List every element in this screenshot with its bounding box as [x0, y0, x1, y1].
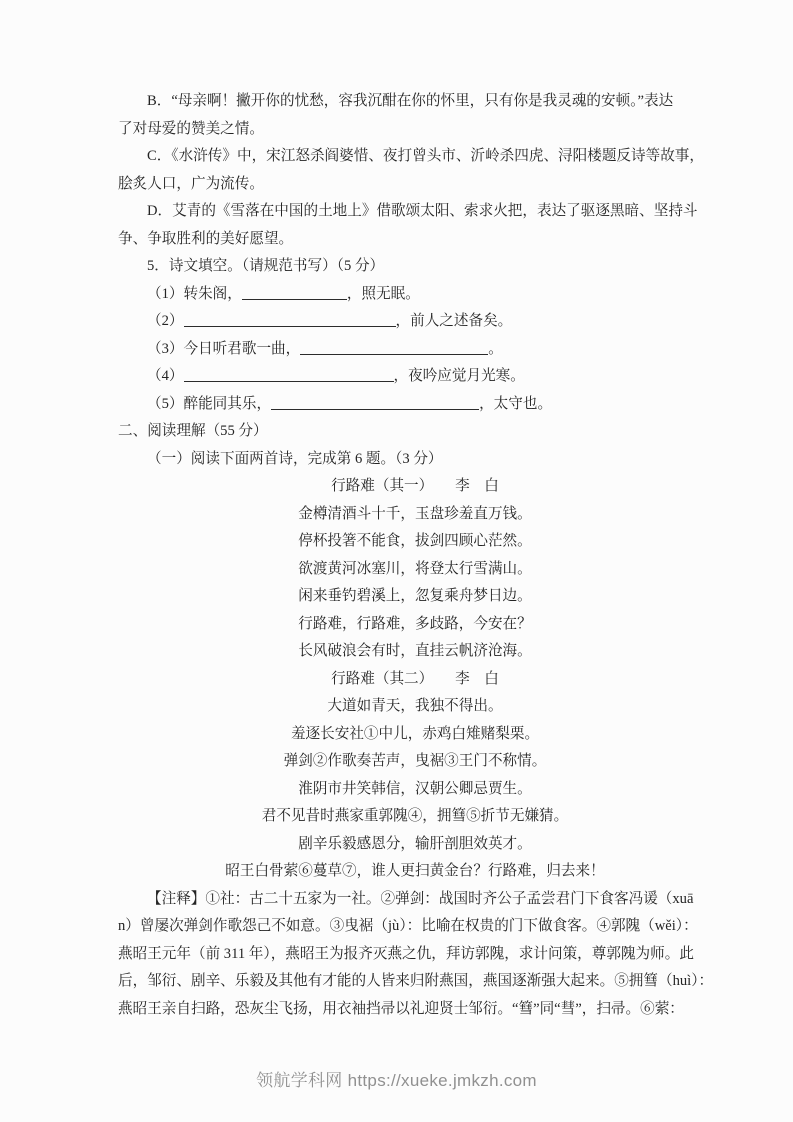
option-b-line-2: 了对母爱的赞美之情。 — [118, 120, 264, 137]
text-segment: （2） — [147, 313, 184, 329]
text-segment: ，前人之述备矣。 — [395, 313, 513, 329]
part-1-instructions: （一）阅读下面两首诗，完成第 6 题。（3 分） — [147, 450, 443, 467]
text-segment: （3）今日听君歌一曲， — [147, 340, 301, 357]
poem1-line-3: 欲渡黄河冰塞川，将登太行雪满山。 — [298, 560, 532, 577]
poem2-line-3: 弹剑②作歌奏苦声，曳裾③王门不称情。 — [283, 753, 547, 769]
poem1-line-1: 金樽清酒斗十千，玉盘珍羞直万钱。 — [298, 505, 532, 522]
poem2-line-5: 君不见昔时燕家重郭隗④，拥篲⑤折节无嫌猜。 — [261, 808, 569, 824]
text-segment: ，太守也。 — [479, 395, 553, 412]
question-5-item-5 — [118, 391, 712, 419]
text-segment: （5）醉能同其乐， — [147, 395, 272, 412]
poem1-line-5: 行路难，行路难，多歧路，今安在？ — [298, 615, 532, 632]
option-d-line-2: 争、争取胜利的美好愿望。 — [118, 230, 294, 247]
text-segment: 。 — [488, 340, 503, 357]
text-segment: （1）转朱阁， — [147, 285, 242, 302]
answer-blank[interactable] — [271, 396, 479, 410]
question-5-header: 5．诗文填空。（请规范书写）（5 分） — [147, 258, 385, 274]
text-segment: ，夜吟应觉月光寒。 — [393, 368, 525, 384]
text-segment: （4） — [147, 368, 184, 384]
poem1-line-4: 闲来垂钓碧溪上，忽复乘舟梦日边。 — [298, 588, 532, 604]
notes-line-2: n）曾屡次弹剑作歌怨己不如意。③曳裾（jù）：比喻在权贵的门下做食客。④郭隗（wěi）： — [118, 918, 698, 934]
poem1-line-2: 停杯投箸不能食，拔剑四顾心茫然。 — [298, 533, 532, 549]
notes-line-5: 燕昭王亲自扫路，恐灰尘飞扬，用衣袖挡帚以礼迎贤士邹衍。“篲”同“彗”，扫帚。⑥萦： — [118, 1000, 684, 1017]
option-c-line-1: C．《水浒传》中，宋江怒杀阎婆惜、夜打曾头市、沂岭杀四虎、浔阳楼题反诗等故事， — [147, 148, 704, 164]
answer-blank[interactable] — [184, 368, 394, 382]
document-lines — [118, 88, 712, 1023]
watermark-text: 领航学科网 https://xueke.jmkzh.com — [256, 1071, 537, 1090]
option-b-line-1: B．“母亲啊！撇开你的忧愁，容我沉酣在你的怀里，只有你是我灵魂的安顿。”表达 — [147, 93, 674, 109]
poem2-line-7: 昭王白骨萦⑥蔓草⑦，谁人更扫黄金台？行路难，归去来！ — [225, 863, 605, 879]
section-2-header: 二、阅读理解（55 分） — [118, 423, 268, 439]
answer-blank[interactable] — [300, 341, 488, 355]
poem1-line-6: 长风破浪会有时，直挂云帆济沧海。 — [298, 643, 532, 659]
notes-line-4: 后，邹衍、剧辛、乐毅及其他有才能的人皆来归附燕国，燕国逐渐强大起来。⑤拥篲（huì）： — [118, 973, 714, 989]
question-5-item-4 — [118, 363, 712, 391]
poem2-line-6: 剧辛乐毅感恩分，输肝剖胆效英才。 — [298, 835, 532, 852]
watermark — [0, 1066, 793, 1091]
question-5-item-2 — [118, 308, 712, 336]
notes-line-3: 燕昭王元年（前 311 年），燕昭王为报齐灭燕之仇，拜访郭隗，求计问策，尊郭隗为师。此 — [118, 945, 694, 962]
answer-blank[interactable] — [184, 313, 396, 327]
answer-blank[interactable] — [242, 286, 347, 300]
poem2-line-4: 淮阴市井笑韩信，汉朝公卿忌贾生。 — [298, 780, 532, 797]
option-d-line-1: D．艾青的《雪落在中国的土地上》借歌颂太阳、索求火把，表达了驱逐黑暗、坚持斗 — [147, 203, 698, 219]
poem1-title: 行路难（其一） 李 白 — [331, 478, 499, 494]
option-c-line-2: 脍炙人口，广为流传。 — [118, 175, 264, 192]
text-segment: ，照无眠。 — [346, 285, 420, 302]
question-5-item-1 — [118, 281, 712, 309]
poem2-title: 行路难（其二） 李 白 — [331, 670, 499, 687]
notes-line-1: 【注释】①社：古二十五家为一社。②弹剑：战国时齐公子孟尝君门下食客冯谖（xuā — [147, 890, 694, 907]
poem2-line-1: 大道如青天，我独不得出。 — [327, 698, 503, 714]
poem2-line-2: 羞逐长安社①中儿，赤鸡白雉赌梨栗。 — [290, 725, 540, 742]
question-5-item-3 — [118, 336, 712, 364]
